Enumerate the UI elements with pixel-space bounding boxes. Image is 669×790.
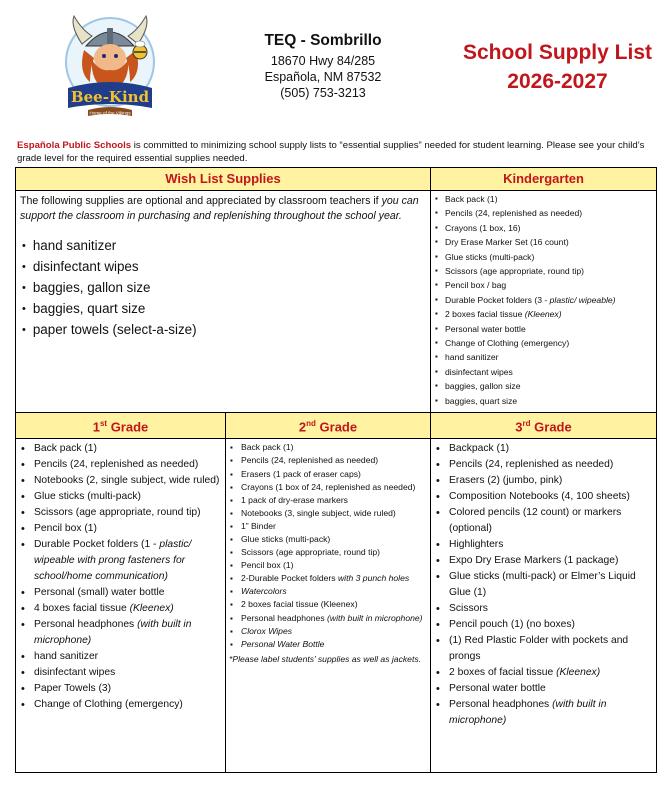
list-item: ▪ 2 boxes facial tissue (Kleenex): [229, 598, 427, 611]
list-item: • Pencils (24, replenished as needed): [19, 457, 222, 473]
list-item: • Glue sticks (multi-pack) or Elmer’s Liquid Glue (1): [434, 569, 653, 601]
list-item: ▪ Dry Erase Marker Set (16 count): [434, 235, 653, 249]
school-logo: [60, 12, 160, 120]
grade-2-heading: 2nd Grade: [226, 413, 431, 439]
list-item: ▪ Back pack (1): [229, 441, 427, 454]
list-item: • Composition Notebooks (4, 100 sheets): [434, 489, 653, 505]
list-item: • Colored pencils (12 count) or markers (optional): [434, 505, 653, 537]
logo-tagline: Home of the Vikings: [89, 110, 131, 116]
list-item: ▪ Watercolors: [229, 585, 427, 598]
wish-item: • baggies, gallon size: [22, 278, 430, 299]
list-item: ▪ 1 pack of dry-erase markers: [229, 494, 427, 507]
list-item: • Personal (small) water bottle: [19, 585, 222, 601]
wish-list-heading: Wish List Supplies: [16, 168, 431, 191]
list-item: ▪ Change of Clothing (emergency): [434, 336, 653, 350]
wish-item: • paper towels (select-a-size): [22, 320, 430, 341]
intro-paragraph: [17, 139, 657, 165]
title-line-1: School Supply List: [462, 41, 652, 64]
grade-1-cell: [16, 439, 226, 773]
list-item: • Durable Pocket folders (1 - plastic/ wipeable with prong fasteners for school/home communication): [19, 537, 222, 585]
list-item: ▪ Pencil box / bag: [434, 278, 653, 292]
list-item: ▪ Personal Water Bottle: [229, 638, 427, 651]
list-item: ▪ Glue sticks (multi-pack): [434, 250, 653, 264]
kindergarten-list: [431, 191, 656, 408]
list-item: • Change of Clothing (emergency): [19, 697, 222, 713]
grade-3-cell: [431, 439, 657, 773]
list-item: • Paper Towels (3): [19, 681, 222, 697]
list-item: • Pencil pouch (1) (no boxes): [434, 617, 653, 633]
supply-table: [15, 167, 657, 773]
school-info: [238, 32, 408, 101]
logo-text-bee: Bee: [70, 88, 103, 106]
list-item: • Personal water bottle: [434, 681, 653, 697]
list-item: ▪ Notebooks (3, single subject, wide ruled): [229, 507, 427, 520]
school-name: TEQ - Sombrillo: [264, 32, 382, 49]
list-item: ▪ Durable Pocket folders (3 - plastic/ wipeable): [434, 293, 653, 307]
list-item: • Scissors (age appropriate, round tip): [19, 505, 222, 521]
wish-item: • hand sanitizer: [22, 236, 430, 257]
title-line-2: 2026-2027: [507, 70, 608, 93]
address-line-1: 18670 Hwy 84/285: [270, 54, 376, 68]
list-item: • Erasers (2) (jumbo, pink): [434, 473, 653, 489]
grade-1-list: [16, 439, 225, 713]
list-item: ▪ hand sanitizer: [434, 350, 653, 364]
grade-1-heading: 1st Grade: [16, 413, 226, 439]
list-item: ▪ 1” Binder: [229, 520, 427, 533]
list-item: ▪ Crayons (1 box, 16): [434, 221, 653, 235]
list-item: • Pencil box (1): [19, 521, 222, 537]
list-item: ▪ Crayons (1 box of 24, replenished as needed): [229, 481, 427, 494]
list-item: ▪ 2-Durable Pocket folders with 3 punch holes: [229, 572, 427, 585]
grade-3-heading: 3rd Grade: [431, 413, 657, 439]
list-item: ▪ Back pack (1): [434, 192, 653, 206]
wish-list-items: [16, 224, 430, 341]
list-item: • Glue sticks (multi-pack): [19, 489, 222, 505]
list-item: • Personal headphones (with built in microphone): [19, 617, 222, 649]
list-item: ▪ baggies, quart size: [434, 394, 653, 408]
district-name: Española Public Schools: [17, 140, 132, 151]
kindergarten-heading: Kindergarten: [431, 168, 657, 191]
wish-list-cell: [16, 191, 431, 413]
list-item: • Backpack (1): [434, 441, 653, 457]
list-item: • Back pack (1): [19, 441, 222, 457]
list-item: ▪ Personal water bottle: [434, 322, 653, 336]
phone-number: (505) 753-3213: [280, 86, 366, 100]
grade-3-list: [431, 439, 656, 729]
list-item: • Pencils (24, replenished as needed): [434, 457, 653, 473]
list-item: ▪ Pencils (24, replenished as needed): [434, 206, 653, 220]
address-line-2: Española, NM 87532: [264, 70, 382, 84]
grade-2-list: [226, 439, 430, 651]
list-item: ▪ Scissors (age appropriate, round tip): [434, 264, 653, 278]
list-item: • (1) Red Plastic Folder with pockets and prongs: [434, 633, 653, 665]
list-item: • 2 boxes of facial tissue (Kleenex): [434, 665, 653, 681]
list-item: • hand sanitizer: [19, 649, 222, 665]
list-item: ▪ Pencils (24, replenished as needed): [229, 454, 427, 467]
kindergarten-cell: [431, 191, 657, 413]
label-supplies-note: *Please label students’ supplies as well as jackets.: [229, 653, 422, 664]
intro-text: is committed to minimizing school supply lists to “essential supplies” needed for student learning. Please see your child’s grade level for the required essential supplies needed.: [17, 140, 645, 164]
wish-list-description: The following supplies are optional and appreciated by classroom teachers if you can support the classroom in purchasing and replenishing throughout the school year.: [20, 195, 419, 222]
list-item: ▪ Scissors (age appropriate, round tip): [229, 546, 427, 559]
list-item: ▪ disinfectant wipes: [434, 365, 653, 379]
list-item: ▪ Clorox Wipes: [229, 625, 427, 638]
wish-item: • baggies, quart size: [22, 299, 430, 320]
svg-text:Bee-Kind: Bee-Kind: [70, 88, 150, 106]
list-item: • Personal headphones (with built in microphone): [434, 697, 653, 729]
list-item: • 4 boxes facial tissue (Kleenex): [19, 601, 222, 617]
list-item: ▪ 2 boxes facial tissue (Kleenex): [434, 307, 653, 321]
grade-2-cell: [226, 439, 431, 773]
list-item: ▪ Erasers (1 pack of eraser caps): [229, 468, 427, 481]
list-item: ▪ Pencil box (1): [229, 559, 427, 572]
list-item: • Highlighters: [434, 537, 653, 553]
wish-item: • disinfectant wipes: [22, 257, 430, 278]
list-item: • Expo Dry Erase Markers (1 package): [434, 553, 653, 569]
list-item: • disinfectant wipes: [19, 665, 222, 681]
list-item: ▪ Glue sticks (multi-pack): [229, 533, 427, 546]
list-item: • Scissors: [434, 601, 653, 617]
logo-text-kind: Kind: [108, 88, 150, 106]
list-item: • Notebooks (2, single subject, wide ruled): [19, 473, 222, 489]
list-item: ▪ Personal headphones (with built in microphone): [229, 612, 427, 625]
list-item: ▪ baggies, gallon size: [434, 379, 653, 393]
page-title: [455, 38, 660, 96]
